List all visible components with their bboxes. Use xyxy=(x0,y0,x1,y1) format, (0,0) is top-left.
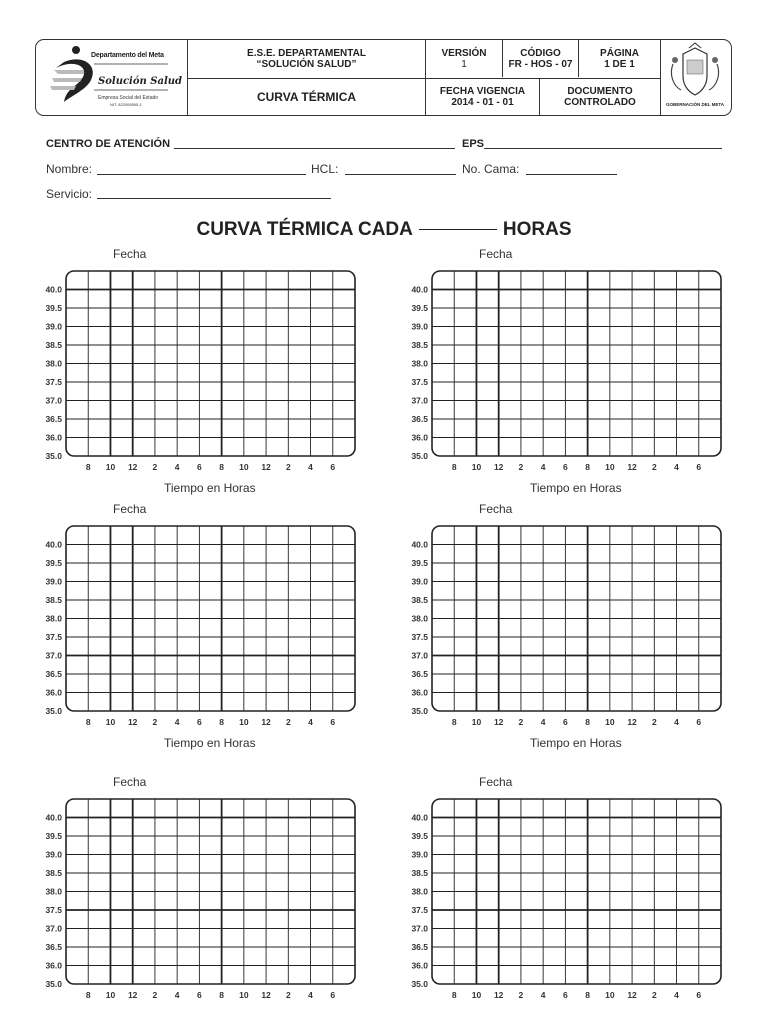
hcl-field[interactable] xyxy=(345,174,456,175)
y-tick-label: 36.0 xyxy=(45,960,62,971)
x-tick-label: 2 xyxy=(518,717,524,727)
y-tick-label: 37.5 xyxy=(411,905,428,915)
page-label: PÁGINA xyxy=(600,48,639,59)
institution-line2: “SOLUCIÓN SALUD” xyxy=(256,59,357,70)
y-tick-label: 40.0 xyxy=(45,539,62,550)
x-tick-label: 6 xyxy=(696,462,702,472)
fecha-label: Fecha xyxy=(113,775,147,789)
x-tick-label: 8 xyxy=(219,462,224,472)
y-tick-label: 36.5 xyxy=(411,414,428,424)
x-tick-label: 12 xyxy=(627,717,637,727)
x-tick-label: 8 xyxy=(85,990,91,1000)
code-cell xyxy=(503,40,578,78)
x-tick-label: 4 xyxy=(174,462,180,472)
y-tick-label: 39.5 xyxy=(45,558,62,568)
chart-grid-svg xyxy=(30,781,369,1006)
page-value: 1 DE 1 xyxy=(604,59,635,70)
gobernacion-caption: GOBERNACIÓN DEL META xyxy=(665,102,725,107)
y-tick-label: 39.5 xyxy=(45,831,62,841)
temperature-chart-2 xyxy=(396,247,735,495)
y-tick-label: 39.0 xyxy=(411,576,428,587)
y-tick-label: 40.0 xyxy=(411,812,428,823)
eps-label: EPS xyxy=(462,138,485,150)
y-tick-label: 37.5 xyxy=(411,632,428,642)
y-tick-label: 37.0 xyxy=(45,923,62,934)
centro-label: CENTRO DE ATENCIÓN xyxy=(46,138,171,150)
y-tick-label: 36.0 xyxy=(45,432,62,443)
x-tick-label: 6 xyxy=(696,717,702,727)
x-tick-label: 6 xyxy=(563,717,568,727)
x-tick-label: 8 xyxy=(85,462,91,472)
x-tick-label: 12 xyxy=(493,990,504,1000)
y-tick-label: 35.0 xyxy=(411,451,428,461)
temperature-chart-1 xyxy=(30,247,369,495)
x-tick-label: 4 xyxy=(674,990,679,1000)
x-tick-label: 10 xyxy=(471,990,482,1000)
x-tick-label: 2 xyxy=(152,717,158,727)
y-tick-label: 37.5 xyxy=(45,377,62,387)
x-tick-label: 10 xyxy=(105,462,116,472)
y-tick-label: 37.0 xyxy=(45,650,62,661)
y-tick-label: 38.5 xyxy=(45,340,62,350)
controlled-line2: CONTROLADO xyxy=(564,97,636,108)
y-tick-label: 37.5 xyxy=(45,905,62,915)
y-tick-label: 38.0 xyxy=(411,358,428,369)
fecha-label: Fecha xyxy=(479,247,513,261)
logo-brand-text: Solución Salud xyxy=(98,76,183,87)
institution-name xyxy=(188,40,425,78)
x-tick-label: 12 xyxy=(261,990,271,1000)
x-tick-label: 10 xyxy=(605,990,615,1000)
temperature-chart-5 xyxy=(30,775,369,1006)
title-right: HORAS xyxy=(502,219,572,240)
y-tick-label: 38.0 xyxy=(411,613,428,624)
xlabel-tiempo: Tiempo en Horas xyxy=(530,736,622,750)
x-tick-label: 8 xyxy=(451,717,457,727)
x-tick-label: 12 xyxy=(127,462,138,472)
x-tick-label: 10 xyxy=(239,462,249,472)
x-tick-label: 4 xyxy=(308,462,313,472)
y-tick-label: 40.0 xyxy=(411,284,428,295)
temperature-chart-4 xyxy=(396,502,735,750)
controlled-cell xyxy=(540,79,660,115)
chart-grid-svg xyxy=(396,508,735,733)
x-tick-label: 10 xyxy=(239,717,249,727)
y-tick-label: 40.0 xyxy=(411,539,428,550)
y-tick-label: 38.0 xyxy=(411,886,428,897)
x-tick-label: 12 xyxy=(627,990,637,1000)
x-tick-label: 4 xyxy=(540,990,546,1000)
y-tick-label: 38.5 xyxy=(411,340,428,350)
institution-line1: E.S.E. DEPARTAMENTAL xyxy=(247,48,366,59)
y-tick-label: 39.0 xyxy=(411,321,428,332)
y-tick-label: 37.5 xyxy=(45,632,62,642)
page-title xyxy=(0,219,768,241)
x-tick-label: 2 xyxy=(651,462,657,472)
logo-sub-text: Empresa Social del Estado xyxy=(98,95,159,101)
fecha-label: Fecha xyxy=(113,502,147,516)
y-tick-label: 39.5 xyxy=(411,831,428,841)
logo-dept-text: Departamento del Meta xyxy=(91,52,164,59)
x-tick-label: 2 xyxy=(152,990,158,1000)
x-tick-label: 6 xyxy=(563,462,568,472)
y-tick-label: 38.5 xyxy=(411,868,428,878)
y-tick-label: 36.0 xyxy=(411,960,428,971)
x-tick-label: 8 xyxy=(451,990,457,1000)
x-tick-label: 6 xyxy=(197,462,202,472)
chart-grid-svg xyxy=(30,508,369,733)
nombre-field[interactable] xyxy=(97,174,306,175)
fecha-label: Fecha xyxy=(479,775,513,789)
doc-title-text: CURVA TÉRMICA xyxy=(256,89,357,104)
page-cell xyxy=(579,40,660,78)
y-tick-label: 36.5 xyxy=(45,414,62,424)
y-tick-label: 35.0 xyxy=(45,979,62,989)
x-tick-label: 8 xyxy=(219,990,224,1000)
fecha-label: Fecha xyxy=(479,502,513,516)
chart-grid-svg xyxy=(30,253,369,478)
y-tick-label: 36.0 xyxy=(411,432,428,443)
x-tick-label: 4 xyxy=(674,717,679,727)
gobernacion-meta-logo xyxy=(659,40,731,115)
y-tick-label: 39.5 xyxy=(411,558,428,568)
version-label: VERSIÓN xyxy=(441,48,487,59)
x-tick-label: 6 xyxy=(330,462,336,472)
x-tick-label: 4 xyxy=(174,717,180,727)
x-tick-label: 12 xyxy=(493,462,504,472)
validity-label: FECHA VIGENCIA xyxy=(439,86,526,97)
x-tick-label: 2 xyxy=(285,462,291,472)
validity-value: 2014 - 01 - 01 xyxy=(451,97,514,108)
logo-nit-text: NIT. 822006595-1 xyxy=(110,102,142,107)
x-tick-label: 2 xyxy=(651,990,657,1000)
y-tick-label: 36.5 xyxy=(411,669,428,679)
centro-field[interactable] xyxy=(174,148,455,149)
y-tick-label: 36.5 xyxy=(45,669,62,679)
x-tick-label: 8 xyxy=(585,717,590,727)
eps-field[interactable] xyxy=(484,148,722,149)
x-tick-label: 8 xyxy=(85,717,91,727)
x-tick-label: 2 xyxy=(518,462,524,472)
x-tick-label: 6 xyxy=(563,990,568,1000)
code-label: CÓDIGO xyxy=(520,48,561,59)
x-tick-label: 10 xyxy=(605,717,615,727)
y-tick-label: 37.0 xyxy=(45,395,62,406)
y-tick-label: 38.5 xyxy=(45,868,62,878)
x-tick-label: 2 xyxy=(285,717,291,727)
validity-cell xyxy=(426,79,539,115)
y-tick-label: 37.5 xyxy=(411,377,428,387)
solucion-salud-logo xyxy=(36,40,186,115)
x-tick-label: 4 xyxy=(174,990,180,1000)
x-tick-label: 8 xyxy=(585,462,590,472)
version-cell xyxy=(426,40,502,78)
x-tick-label: 4 xyxy=(540,717,546,727)
x-tick-label: 6 xyxy=(197,717,202,727)
title-left: CURVA TÉRMICA CADA xyxy=(196,219,413,240)
x-tick-label: 10 xyxy=(605,462,615,472)
y-tick-label: 38.5 xyxy=(411,595,428,605)
y-tick-label: 39.0 xyxy=(45,849,62,860)
servicio-label: Servicio: xyxy=(46,187,93,201)
x-tick-label: 2 xyxy=(518,990,524,1000)
x-tick-label: 12 xyxy=(261,717,271,727)
temperature-chart-6 xyxy=(396,775,735,1006)
y-tick-label: 39.0 xyxy=(411,849,428,860)
y-tick-label: 35.0 xyxy=(411,979,428,989)
x-tick-label: 4 xyxy=(308,990,313,1000)
x-tick-label: 12 xyxy=(627,462,637,472)
x-tick-label: 8 xyxy=(219,717,224,727)
y-tick-label: 36.5 xyxy=(45,942,62,952)
y-tick-label: 36.5 xyxy=(411,942,428,952)
cama-label: No. Cama: xyxy=(462,162,520,176)
x-tick-label: 10 xyxy=(105,717,116,727)
x-tick-label: 10 xyxy=(105,990,116,1000)
x-tick-label: 6 xyxy=(330,990,336,1000)
y-tick-label: 38.0 xyxy=(45,886,62,897)
fecha-label: Fecha xyxy=(113,247,147,261)
document-header xyxy=(35,39,732,116)
y-tick-label: 38.0 xyxy=(45,613,62,624)
x-tick-label: 6 xyxy=(696,990,702,1000)
y-tick-label: 38.5 xyxy=(45,595,62,605)
doc-title xyxy=(188,79,425,115)
x-tick-label: 2 xyxy=(651,717,657,727)
cama-field[interactable] xyxy=(526,174,617,175)
x-tick-label: 12 xyxy=(493,717,504,727)
y-tick-label: 39.5 xyxy=(411,303,428,313)
x-tick-label: 12 xyxy=(261,462,271,472)
x-tick-label: 6 xyxy=(330,717,336,727)
xlabel-tiempo: Tiempo en Horas xyxy=(164,481,256,495)
hcl-label: HCL: xyxy=(311,162,339,176)
chart-grid-svg xyxy=(396,781,735,1006)
chart-grid-svg xyxy=(396,253,735,478)
y-tick-label: 38.0 xyxy=(45,358,62,369)
x-tick-label: 8 xyxy=(585,990,590,1000)
x-tick-label: 10 xyxy=(239,990,249,1000)
y-tick-label: 37.0 xyxy=(411,650,428,661)
x-tick-label: 4 xyxy=(674,462,679,472)
x-tick-label: 2 xyxy=(152,462,158,472)
x-tick-label: 4 xyxy=(308,717,313,727)
x-tick-label: 6 xyxy=(197,990,202,1000)
xlabel-tiempo: Tiempo en Horas xyxy=(164,736,256,750)
x-tick-label: 12 xyxy=(127,717,138,727)
servicio-field[interactable] xyxy=(97,198,331,199)
temperature-chart-3 xyxy=(30,502,369,750)
y-tick-label: 35.0 xyxy=(45,706,62,716)
y-tick-label: 35.0 xyxy=(411,706,428,716)
controlled-line1: DOCUMENTO xyxy=(567,86,633,97)
x-tick-label: 10 xyxy=(471,462,482,472)
x-tick-label: 4 xyxy=(540,462,546,472)
x-tick-label: 12 xyxy=(127,990,138,1000)
code-value: FR - HOS - 07 xyxy=(508,59,573,70)
x-tick-label: 10 xyxy=(471,717,482,727)
y-tick-label: 37.0 xyxy=(411,923,428,934)
y-tick-label: 35.0 xyxy=(45,451,62,461)
version-value: 1 xyxy=(461,59,467,70)
hours-blank-field[interactable] xyxy=(419,229,497,230)
y-tick-label: 39.5 xyxy=(45,303,62,313)
y-tick-label: 36.0 xyxy=(45,687,62,698)
y-tick-label: 37.0 xyxy=(411,395,428,406)
y-tick-label: 40.0 xyxy=(45,812,62,823)
y-tick-label: 39.0 xyxy=(45,576,62,587)
x-tick-label: 8 xyxy=(451,462,457,472)
y-tick-label: 40.0 xyxy=(45,284,62,295)
y-tick-label: 39.0 xyxy=(45,321,62,332)
x-tick-label: 2 xyxy=(285,990,291,1000)
y-tick-label: 36.0 xyxy=(411,687,428,698)
xlabel-tiempo: Tiempo en Horas xyxy=(530,481,622,495)
nombre-label: Nombre: xyxy=(46,162,93,176)
